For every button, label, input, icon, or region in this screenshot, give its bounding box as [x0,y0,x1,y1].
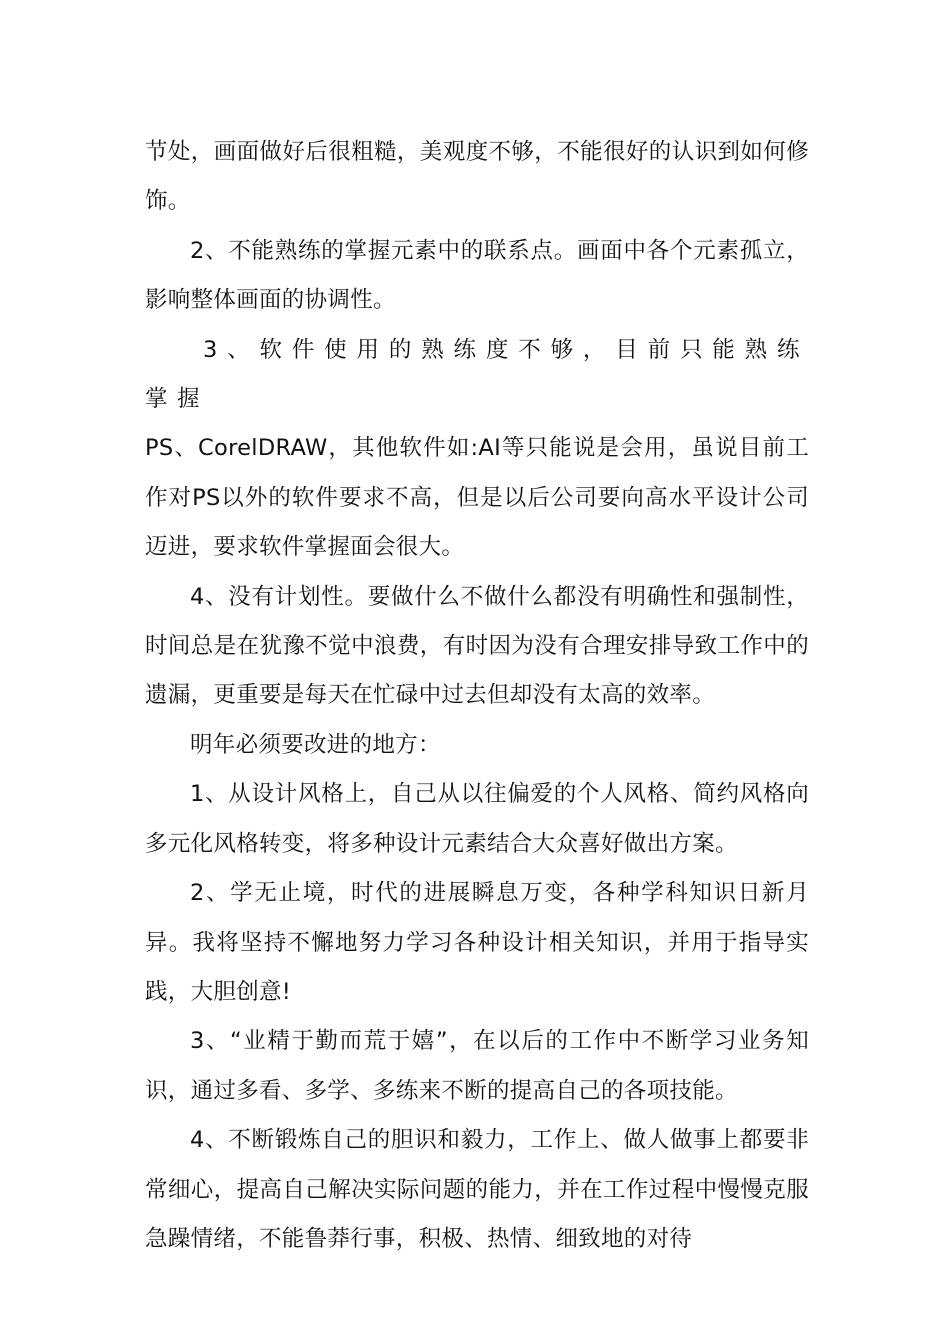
paragraph-continuation: 节处，画面做好后很粗糙，美观度不够，不能很好的认识到如何修饰。 [145,139,809,215]
paragraph-item-3-continued: PS、CorelDRAW，其他软件如:AI等只能说是会用，虽说目前工作对PS以外的软件要求不高，但是以后公司要向高水平设计公司迈进，要求软件掌握面会很大。 [145,435,809,561]
paragraph-item-3: 3、软件使用的熟练度不够，目前只能熟练掌握 [145,336,809,413]
improvement-item-3: 3、“业精于勤而荒于嬉”，在以后的工作中不断学习业务知识，通过多看、多学、多练来不断的提高自己的各项技能。 [145,1028,809,1104]
improvement-item-4: 4、不断锻炼自己的胆识和毅力，工作上、做人做事上都要非常细心，提高自己解决实际问题的能力，并在工作过程中慢慢克服急躁情绪，不能鲁莽行事，积极、热情、细致地的对待 [145,1127,809,1252]
paragraph-item-2: 2、不能熟练的掌握元素中的联系点。画面中各个元素孤立，影响整体画面的协调性。 [145,237,809,314]
improvement-item-2: 2、学无止境，时代的进展瞬息万变，各种学科知识日新月异。我将坚持不懈地努力学习各种设计相关知识，并用于指导实践，大胆创意! [145,880,809,1005]
document-body [145,128,809,1264]
section-heading: 明年必须要改进的地方： [190,731,441,758]
paragraph-item-4: 4、没有计划性。要做什么不做什么都没有明确性和强制性，时间总是在犹豫不觉中浪费，有时因为没有合理安排导致工作中的遗漏，更重要是每天在忙碌中过去但却没有太高的效率。 [145,583,809,709]
improvement-item-1: 1、从设计风格上，自己从以往偏爱的个人风格、简约风格向多元化风格转变，将多种设计元素结合大众喜好做出方案。 [145,781,809,857]
